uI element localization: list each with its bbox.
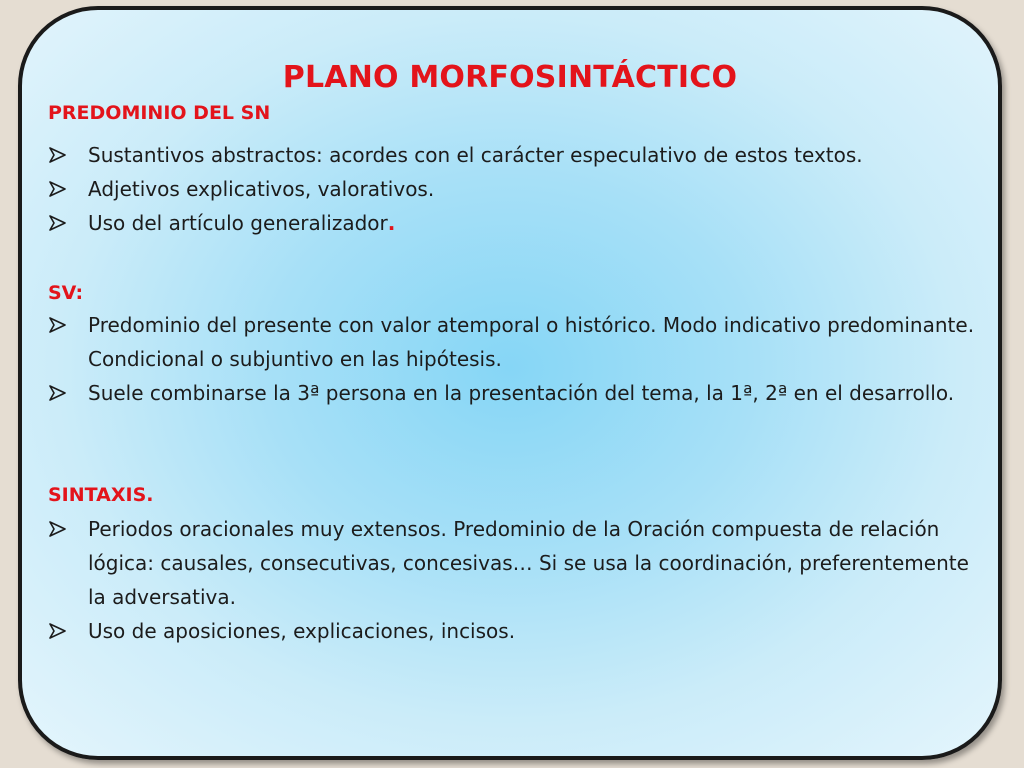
bullet-text [88, 206, 978, 240]
bullet-text: Predominio del presente con valor atemporal o histórico. Modo indicativo predominante. Condicional o subjuntivo en las hipótesis. [88, 313, 975, 371]
bullet-text: Uso de aposiciones, explicaciones, incisos. [88, 619, 516, 643]
bullet-text: Periodos oracionales muy extensos. Predominio de la Oración compuesta de relación lógica: causales, consecutivas, concesivas… Si se usa la coordinación, preferentemente la adversativa. [88, 517, 969, 609]
bullet-text-main: Uso del artículo generalizador [88, 211, 388, 235]
list-item [48, 614, 978, 648]
list-item [48, 308, 978, 376]
slide-content [22, 10, 998, 756]
slide-panel [18, 6, 1002, 760]
list-item [48, 512, 978, 614]
bullet-text: Adjetivos explicativos, valorativos. [88, 177, 435, 201]
list-item [48, 376, 978, 410]
section-heading-sintaxis: SINTAXIS. [48, 484, 154, 506]
list-item [48, 172, 978, 206]
list-item [48, 206, 978, 240]
slide-title: PLANO MORFOSINTÁCTICO [282, 60, 738, 95]
arrow-bullet-icon [48, 138, 88, 172]
bullet-text: Suele combinarse la 3ª persona en la presentación del tema, la 1ª, 2ª en el desarrollo. [88, 381, 955, 405]
arrow-bullet-icon [48, 206, 88, 240]
arrow-bullet-icon [48, 614, 88, 648]
red-period: . [387, 211, 396, 235]
list-item [48, 138, 978, 172]
arrow-bullet-icon [48, 172, 88, 206]
section-heading-sn: PREDOMINIO DEL SN [48, 102, 271, 124]
arrow-bullet-icon [48, 376, 88, 410]
bullet-text: Sustantivos abstractos: acordes con el carácter especulativo de estos textos. [88, 143, 863, 167]
section-heading-sv: SV: [48, 282, 84, 304]
arrow-bullet-icon [48, 308, 88, 342]
arrow-bullet-icon [48, 512, 88, 546]
